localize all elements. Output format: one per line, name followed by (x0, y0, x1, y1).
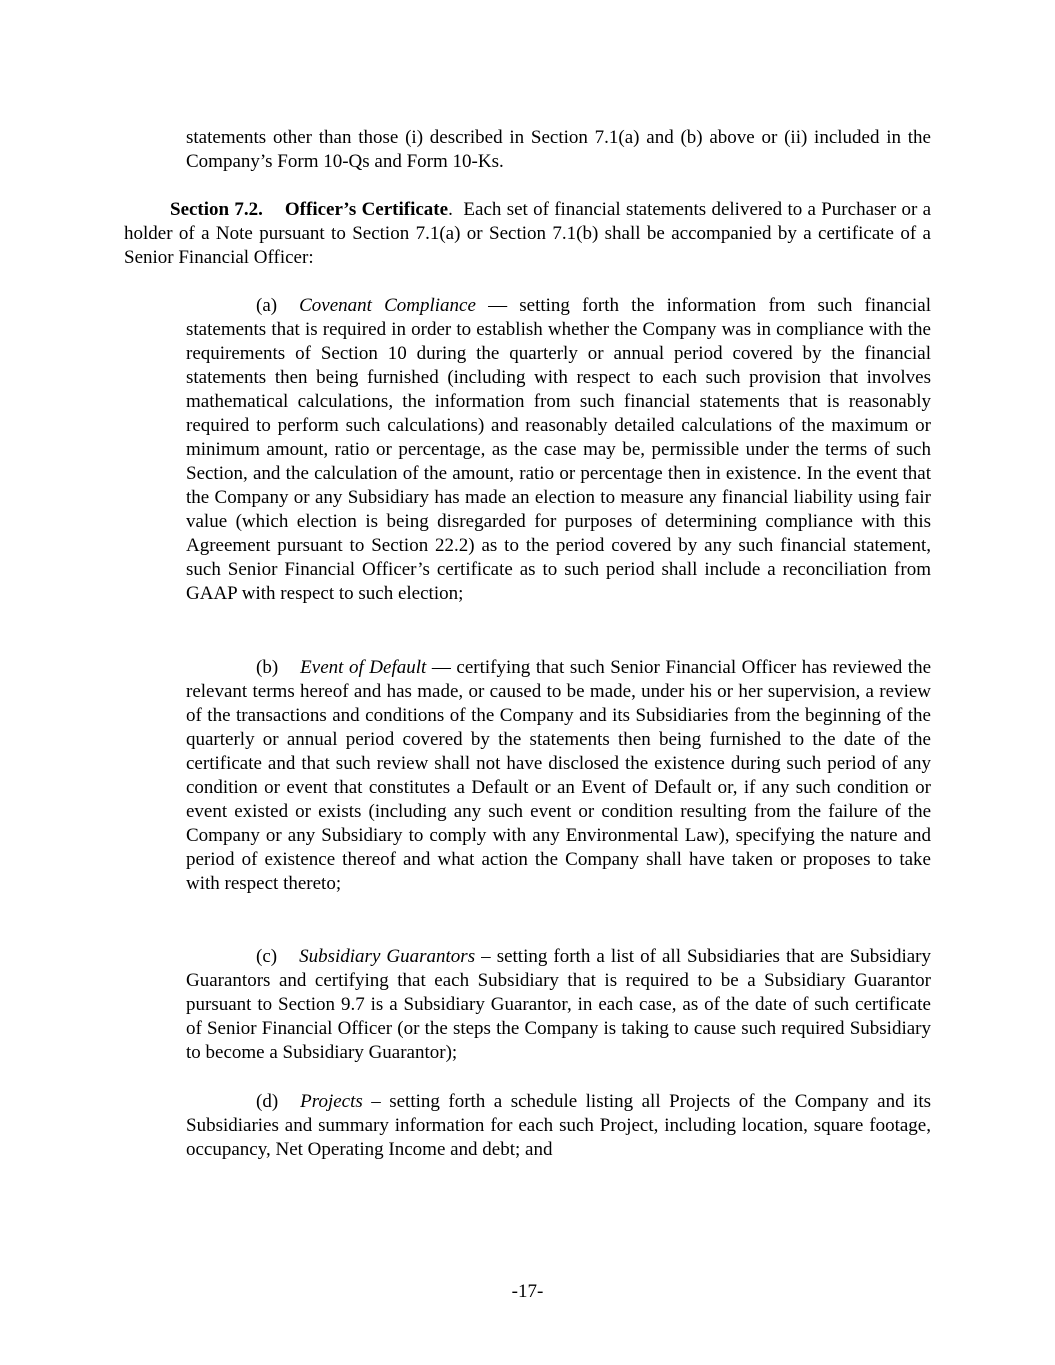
item-label: (a) (256, 295, 278, 316)
item-b-paragraph (186, 656, 931, 896)
item-heading: Subsidiary Guarantors (299, 946, 476, 967)
item-text: – setting forth a list of all Subsidiaries that are Subsidiary Guarantors and certifying that each Subsidiary that is required to be a Subsidiary Guarantor pursuant to Section 9.7 is a Subsidiary Guarantor, in each case, as of the date of such certificate of Senior Financial Officer (or the steps the Company is taking to cause such required Subsidiary to become a Subsidiary Guarantor); (186, 946, 931, 1063)
section-title: Officer’s Certificate (284, 199, 449, 220)
item-c-paragraph (186, 945, 931, 1065)
item-label: (d) (256, 1091, 279, 1112)
item-d-paragraph (186, 1090, 931, 1162)
item-label: (c) (256, 946, 278, 967)
section-title-punct: . (448, 199, 453, 220)
page-number: -17- (511, 1281, 544, 1302)
continuation-paragraph: statements other than those (i) described in Section 7.1(a) and (b) above or (ii) included in the Company’s Form 10-Qs and Form 10-Ks. (186, 127, 931, 172)
item-heading: Event of Default (300, 657, 427, 678)
section-number: Section 7.2. (170, 199, 263, 220)
section-7-2-paragraph (124, 198, 931, 270)
item-heading: Covenant Compliance (299, 295, 476, 316)
item-label: (b) (256, 657, 279, 678)
item-text: — setting forth the information from such financial statements that is required in order to establish whether the Company was in compliance with the requirements of Section 10 during the quarterly or annual period covered by the financial statements then being furnished (including with respect to each such provision that involves mathematical calculations, the information from such financial statements that is reasonably required to perform such calculations) and reasonably detailed calculations of the maximum or minimum amount, ratio or percentage, as the case may be, permissible under the terms of such Section, and the calculation of the amount, ratio or percentage then in existence. In the event that the Company or any Subsidiary has made an election to measure any financial liability using fair value (which election is being disregarded for purposes of determining compliance with this Agreement pursuant to Section 22.2) as to the period covered by any such financial statement, such Senior Financial Officer’s certificate as to such period shall include a reconciliation from GAAP with respect to such election; (186, 295, 932, 604)
item-text: — certifying that such Senior Financial Officer has reviewed the relevant terms hereof and has made, or caused to be made, under his or her supervision, a review of the transactions and conditions of the Company and its Subsidiaries from the beginning of the quarterly or annual period covered by the statements then being furnished to the date of the certificate and that such review shall not have disclosed the existence during such period of any condition or event that constitutes a Default or an Event of Default or, if any such condition or event existed or exists (including any such event or condition resulting from the failure of the Company or any Subsidiary to comply with any Environmental Law), specifying the nature and period of existence thereof and what action the Company shall have taken or proposes to take with respect thereto; (186, 657, 931, 894)
item-heading: Projects (300, 1091, 363, 1112)
section-body: Each set of financial statements delivered to a Purchaser or a holder of a Note pursuant to Section 7.1(a) or Section 7.1(b) shall be accompanied by a certificate of a Senior Financial Officer: (124, 199, 931, 268)
item-a-paragraph (186, 294, 931, 606)
item-text: – setting forth a schedule listing all Projects of the Company and its Subsidiaries and summary information for each such Project, including location, square footage, occupancy, Net Operating Income and debt; and (186, 1091, 931, 1160)
